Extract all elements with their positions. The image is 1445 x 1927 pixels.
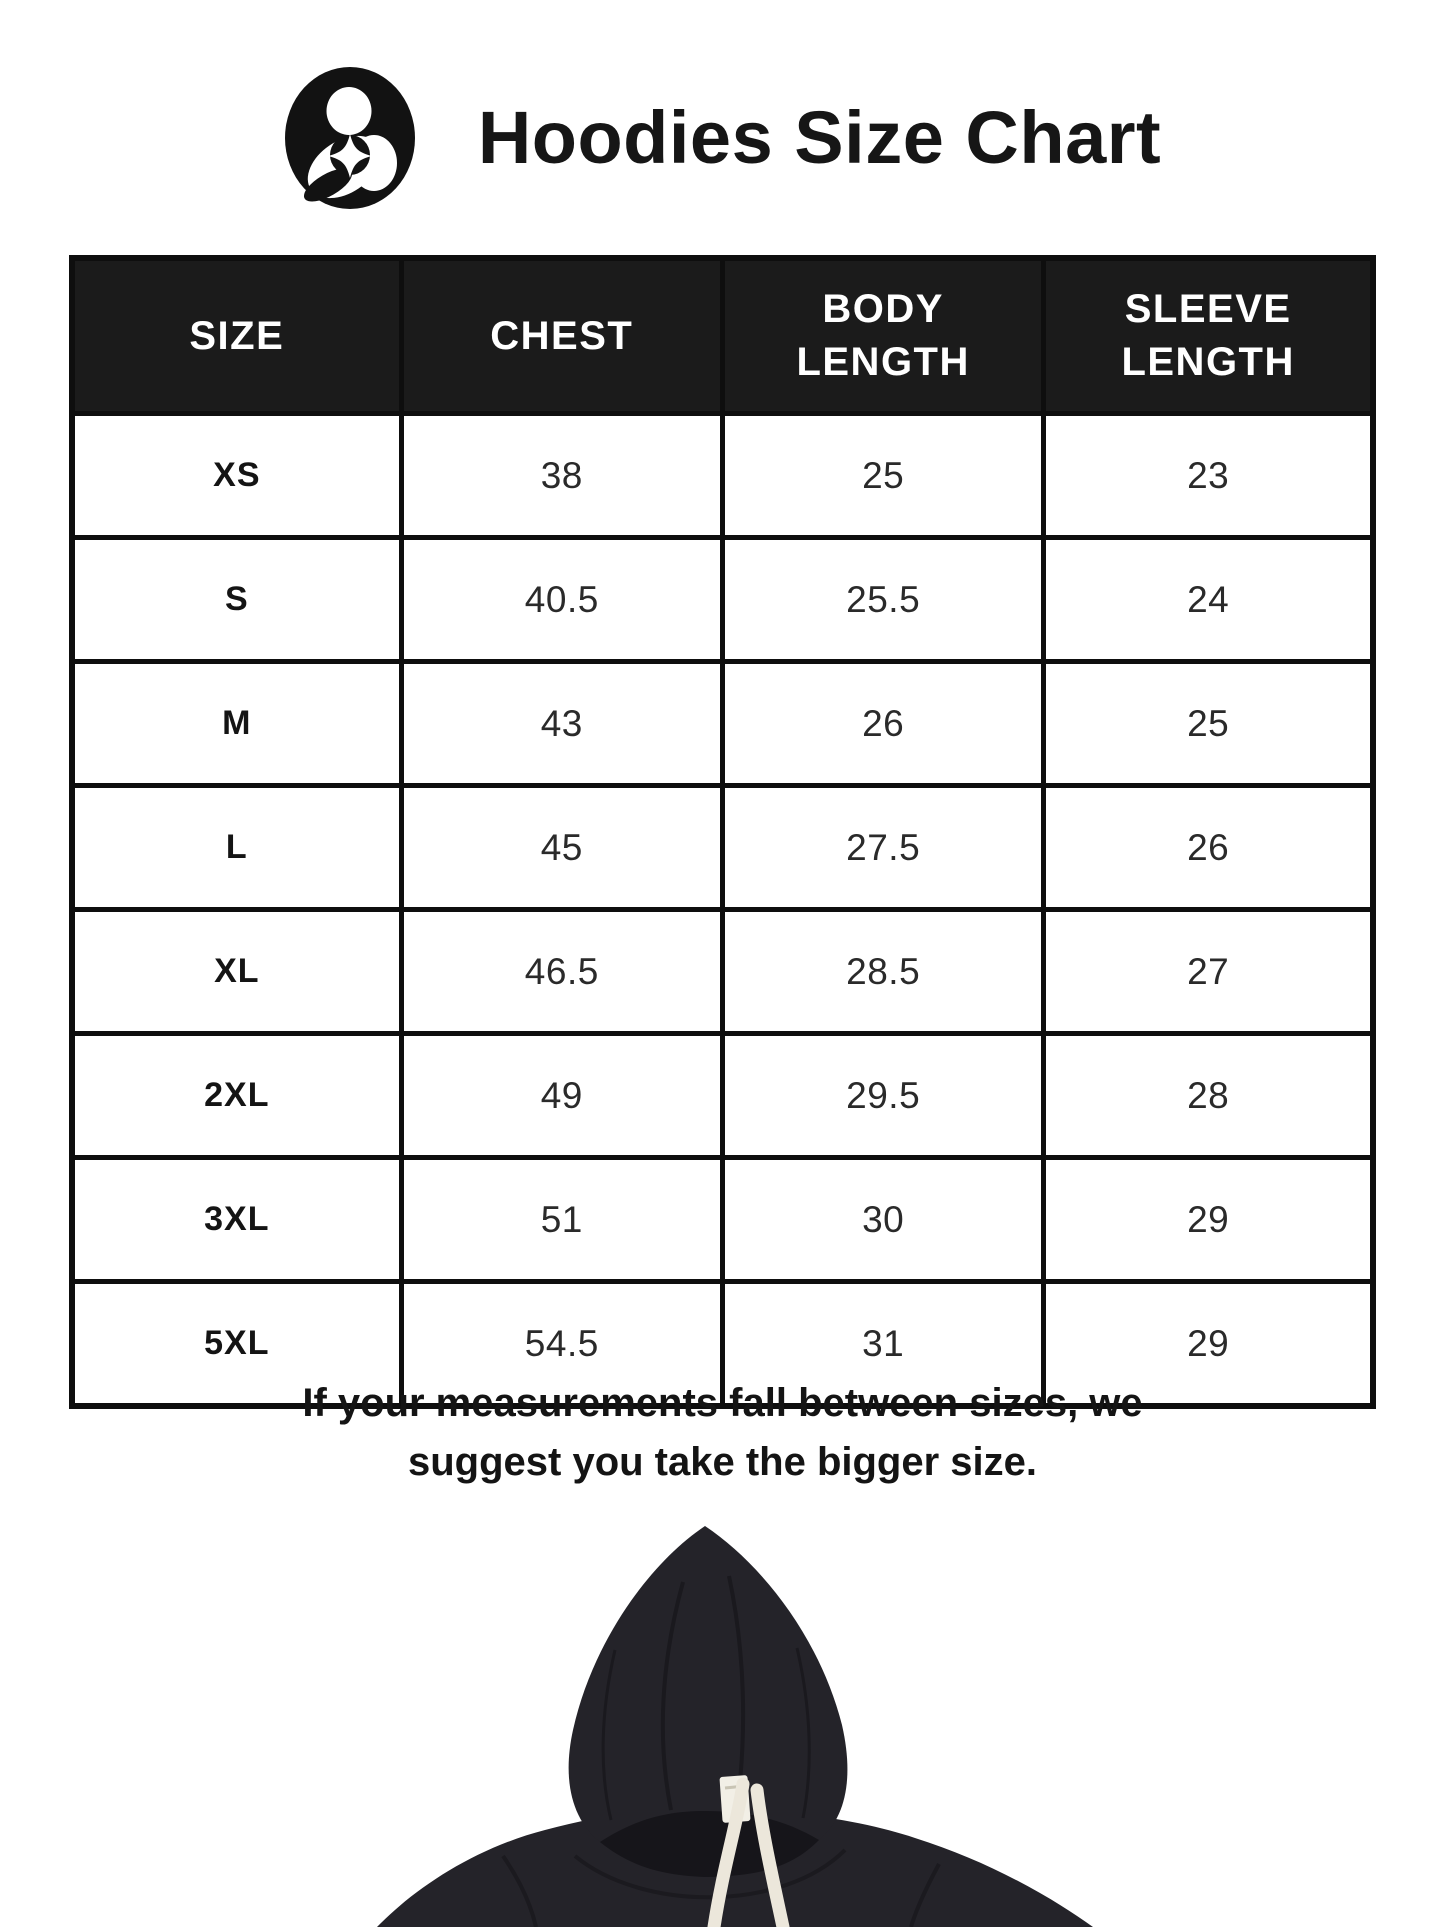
sleeve-length-cell: 29: [1044, 1282, 1373, 1407]
column-header-sleeve-length: SLEEVE LENGTH: [1044, 258, 1373, 414]
table-row-l: [72, 786, 1373, 910]
sleeve-length-cell: 27: [1044, 910, 1373, 1034]
column-header-chest: CHEST: [401, 258, 722, 414]
chest-cell: 43: [401, 662, 722, 786]
chest-cell: 45: [401, 786, 722, 910]
body-length-cell: 27.5: [722, 786, 1043, 910]
body-length-cell: 25: [722, 414, 1043, 538]
sleeve-length-cell: 25: [1044, 662, 1373, 786]
table-row-s: [72, 538, 1373, 662]
table-row-3xl: [72, 1158, 1373, 1282]
size-cell: L: [72, 786, 401, 910]
sleeve-length-cell: 23: [1044, 414, 1373, 538]
table-row-xl: [72, 910, 1373, 1034]
sleeve-length-cell: 26: [1044, 786, 1373, 910]
size-note-line-2: suggest you take the bigger size.: [407, 1440, 1038, 1485]
sleeve-length-cell: 24: [1044, 538, 1373, 662]
column-header-body-length: BODY LENGTH: [722, 258, 1043, 414]
size-cell: S: [72, 538, 401, 662]
table-row-2xl: [72, 1034, 1373, 1158]
chest-cell: 40.5: [401, 538, 722, 662]
chest-cell: 46.5: [401, 910, 722, 1034]
body-length-cell: 25.5: [722, 538, 1043, 662]
chest-cell: 51: [401, 1158, 722, 1282]
table-header-row: [72, 258, 1373, 414]
size-cell: XL: [72, 910, 401, 1034]
sleeve-length-cell: 28: [1044, 1034, 1373, 1158]
chest-cell: 38: [401, 414, 722, 538]
header: [0, 64, 1445, 212]
table-row-m: [72, 662, 1373, 786]
body-length-cell: 28.5: [722, 910, 1043, 1034]
size-note-line-1: If your measurements fall between sizes, we: [302, 1381, 1143, 1425]
size-cell: M: [72, 662, 401, 786]
sleeve-length-cell: 29: [1044, 1158, 1373, 1282]
page-title: Hoodies Size Chart: [477, 96, 1162, 179]
brand-logo-icon: [284, 64, 416, 212]
size-chart-table: [69, 255, 1376, 1409]
size-cell: XS: [72, 414, 401, 538]
hoodie-photo: [353, 1520, 1093, 1927]
column-header-size: SIZE: [72, 258, 401, 414]
body-length-cell: 26: [722, 662, 1043, 786]
body-length-cell: 31: [722, 1282, 1043, 1407]
table-row-xs: [72, 414, 1373, 538]
body-length-cell: 30: [722, 1158, 1043, 1282]
body-length-cell: 29.5: [722, 1034, 1043, 1158]
size-note: [0, 1374, 1445, 1492]
size-cell: 5XL: [72, 1282, 401, 1407]
chest-cell: 54.5: [401, 1282, 722, 1407]
chest-cell: 49: [401, 1034, 722, 1158]
size-cell: 3XL: [72, 1158, 401, 1282]
size-cell: 2XL: [72, 1034, 401, 1158]
